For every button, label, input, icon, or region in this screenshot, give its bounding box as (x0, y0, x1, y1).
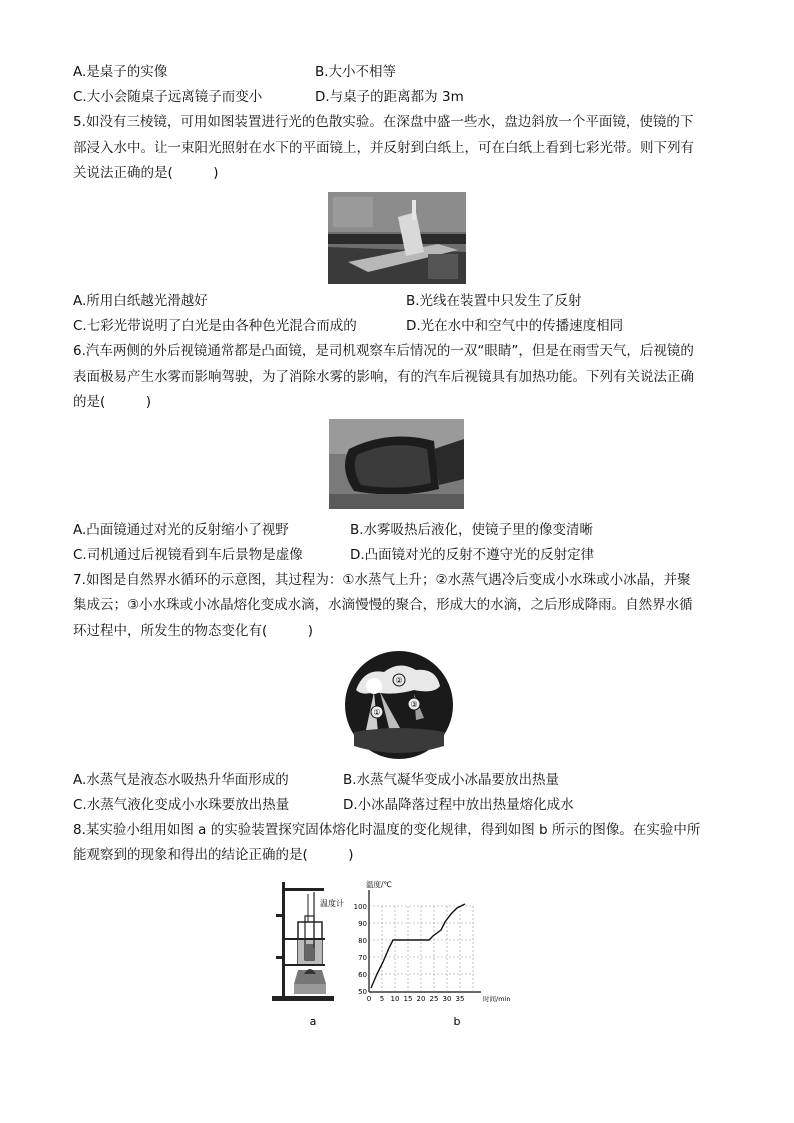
figure-b-label: b (453, 1015, 461, 1028)
graph-temperature-curve (371, 904, 465, 988)
q5-stem-line1: 5.如没有三棱镜，可用如图装置进行光的色散实验。在深盘中盛一些水，盘边斜放一个平面镜，使镜的下 (73, 114, 694, 130)
q8-stem-line2: 能观察到的现象和得出的结论正确的是( ) (73, 847, 354, 863)
q6-option-a: A.凸面镜通过对光的反射缩小了视野 (73, 522, 289, 538)
q7-option-d: D.小冰晶降落过程中放出热量熔化成水 (343, 797, 574, 813)
q6-option-b: B.水雾吸热后液化，使镜子里的像变清晰 (350, 522, 594, 538)
q6-option-d: D.凸面镜对光的反射不遵守光的反射定律 (350, 547, 595, 563)
q8-figure-a-apparatus (268, 878, 353, 1028)
graph-xtick-15: 15 (403, 995, 413, 1003)
thermometer-label: 温度计 (320, 899, 344, 908)
q6-figure-side-mirror (329, 419, 464, 509)
water-cycle-label-1: ① (373, 708, 381, 717)
graph-xtick-35: 35 (455, 995, 465, 1003)
graph-ytick-80: 80 (358, 937, 367, 945)
graph-ytick-50: 50 (358, 988, 367, 996)
q6-stem-line3: 的是( ) (73, 394, 152, 410)
q6-stem-line1: 6.汽车两侧的外后视镜通常都是凸面镜，是司机观察车后情况的一双“眼睛”，但是在雨雪天气，后视镜的 (73, 343, 694, 359)
q4-option-d: D.与桌子的距离都为 3m (315, 89, 464, 105)
graph-xtick-10: 10 (390, 995, 400, 1003)
q7-option-a: A.水蒸气是液态水吸热升华面形成的 (73, 772, 289, 788)
q6-option-c: C.司机通过后视镜看到车后景物是虚像 (73, 547, 303, 563)
q5-option-d: D.光在水中和空气中的传播速度相同 (406, 318, 624, 334)
graph-ytick-90: 90 (358, 920, 367, 928)
q4-option-a: A.是桌子的实像 (73, 64, 168, 80)
q6-stem-line2: 表面极易产生水雾而影响驾驶，为了消除水雾的影响，有的汽车后视镜具有加热功能。下列有关说法正确 (73, 369, 694, 385)
water-cycle-label-2: ② (395, 676, 403, 685)
graph-xlabel: 时间/min (483, 995, 511, 1003)
q8-stem-line1: 8.某实验小组用如图 a 的实验装置探究固体熔化时温度的变化规律，得到如图 b 所示的图像。在实验中所 (73, 822, 701, 838)
q5-option-b: B.光线在装置中只发生了反射 (406, 293, 582, 309)
figure-a-label: a (309, 1015, 317, 1028)
q5-option-a: A.所用白纸越光滑越好 (73, 293, 208, 309)
graph-xtick-0: 0 (366, 995, 372, 1003)
q5-stem-line3: 关说法正确的是( ) (73, 165, 219, 181)
q7-figure-water-cycle (344, 650, 454, 760)
q7-stem-line1: 7.如图是自然界水循环的示意图，其过程为：①水蒸气上升；②水蒸气遇冷后变成小水珠或小冰晶，并聚 (73, 572, 691, 588)
graph-xtick-25: 25 (429, 995, 439, 1003)
q8-figure-b-graph (349, 878, 529, 1028)
q4-option-b: B.大小不相等 (315, 64, 397, 80)
water-cycle-label-3: ③ (410, 700, 418, 709)
q5-figure-photo (328, 192, 466, 284)
graph-ylabel: 温度/℃ (366, 880, 392, 889)
graph-ytick-100: 100 (353, 903, 367, 911)
graph-xtick-5: 5 (379, 995, 385, 1003)
graph-ytick-60: 60 (358, 971, 367, 979)
q7-option-c: C.水蒸气液化变成小水珠要放出热量 (73, 797, 290, 813)
graph-xtick-20: 20 (416, 995, 426, 1003)
graph-ytick-70: 70 (358, 954, 367, 962)
q5-stem-line2: 部浸入水中。让一束阳光照射在水下的平面镜上，并反射到白纸上，可在白纸上看到七彩光带。则下列有 (73, 140, 694, 156)
q7-stem-line3: 环过程中，所发生的物态变化有( ) (73, 623, 314, 639)
graph-xtick-30: 30 (442, 995, 452, 1003)
q7-option-b: B.水蒸气凝华变成小冰晶要放出热量 (343, 772, 560, 788)
q4-option-c: C.大小会随桌子远离镜子而变小 (73, 89, 263, 105)
q5-option-c: C.七彩光带说明了白光是由各种色光混合而成的 (73, 318, 357, 334)
q7-stem-line2: 集成云；③小水珠或小冰晶熔化变成水滴，水滴慢慢的聚合，形成大的水滴，之后形成降雨。自然界水循 (73, 597, 693, 613)
